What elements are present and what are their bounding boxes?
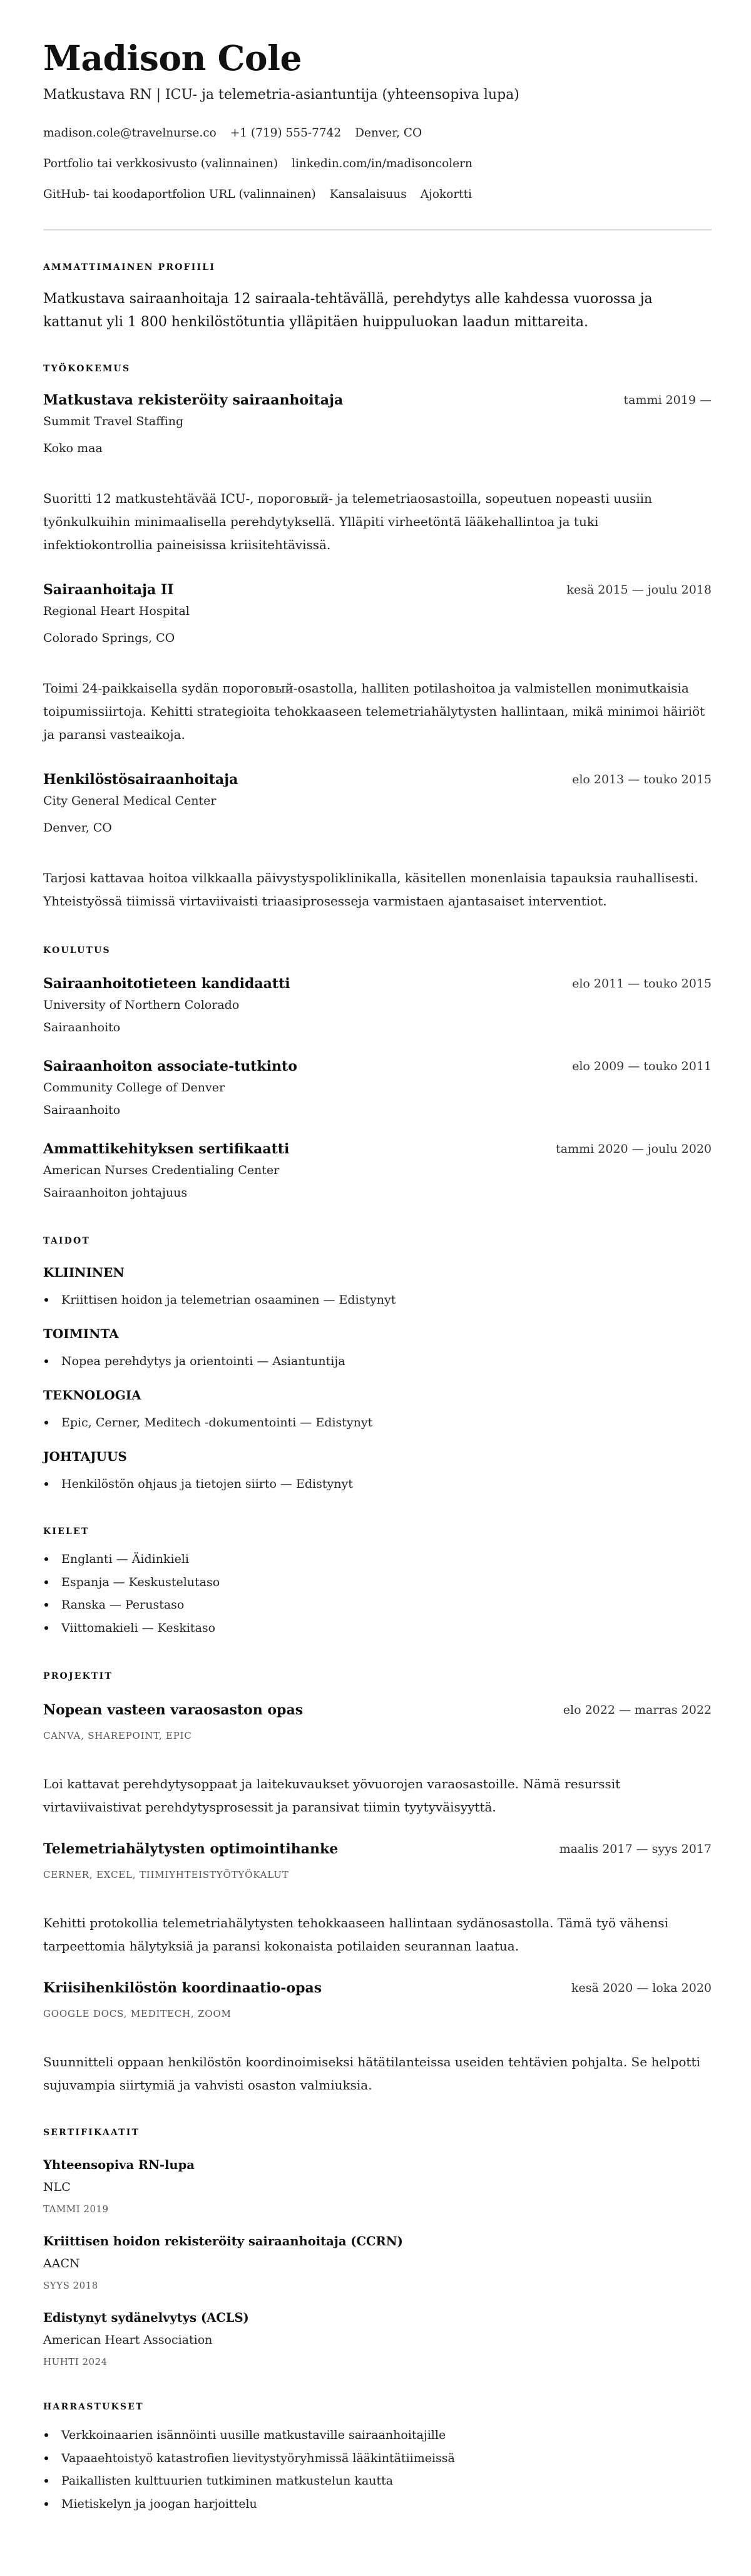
entry-header [43, 1840, 712, 1858]
education-entry [43, 1057, 712, 1119]
project-entry [43, 1979, 712, 2097]
entry-dates: elo 2013 — touko 2015 [572, 773, 712, 786]
entry-title: Sairaanhoiton associate-tutkinto [43, 1058, 297, 1074]
field-of-study: Sairaanhoito [43, 1021, 121, 1034]
headline: Matkustava RN | ICU- ja telemetria-asiantuntija (yhteensopiva lupa) [43, 87, 519, 103]
section-heading: PROJEKTIT [43, 1671, 113, 1681]
skill-list [43, 1475, 712, 1493]
education-entry [43, 974, 712, 1036]
school-name: American Nurses Credentialing Center [43, 1163, 280, 1177]
header-divider [43, 229, 712, 230]
contact-row [43, 155, 712, 173]
project-tech: CANVA, SHAREPOINT, EPIC [43, 1730, 192, 1741]
entry-title: Telemetriahälytysten optimointihanke [43, 1841, 339, 1857]
company-name: Summit Travel Staffing [43, 415, 184, 428]
entry-title: Ammattikehityksen sertifikaatti [43, 1141, 290, 1157]
location: Denver, CO [355, 126, 422, 140]
entry-header [43, 1701, 712, 1719]
section-heading: KOULUTUS [43, 945, 111, 956]
section-heading: TYÖKOKEMUS [43, 364, 131, 374]
skill-item: Kriittisen hoidon ja telemetrian osaaminen — Edistynyt [43, 1291, 712, 1309]
skill-list [43, 1352, 712, 1370]
job-description: Tarjosi kattavaa hoitoa vilkkaalla päivystyspoliklinikalla, käsitellen monenlaisia tapauksia rauhallisesti. Yhteistyössä tiimissä virtaviivaisti triaasiprosesseja varmistaen ajantasaiset interventiot. [43, 870, 698, 909]
profile-section [43, 261, 712, 334]
certification-date: SYYS 2018 [43, 2280, 98, 2291]
field-of-study: Sairaanhoiton johtajuus [43, 1186, 188, 1200]
language-item: Viittomakieli — Keskitaso [43, 1617, 712, 1640]
entry-header [43, 580, 712, 599]
entry-title: Henkilöstösairaanhoitaja [43, 771, 238, 788]
experience-entry [43, 770, 712, 913]
drivers-license: Ajokortti [420, 188, 472, 201]
company-name: City General Medical Center [43, 794, 217, 808]
entry-title: Sairaanhoitotieteen kandidaatti [43, 976, 290, 992]
entry-header [43, 1140, 712, 1158]
education-section [43, 944, 712, 1202]
certification-date: TAMMI 2019 [43, 2203, 109, 2215]
entry-header [43, 1979, 712, 1997]
hobby-item: Vapaaehtoistyö katastrofien lievitystyöryhmissä lääkintätiimeissä [43, 2447, 712, 2470]
entry-dates: tammi 2019 — [623, 393, 712, 407]
entry-dates: elo 2011 — touko 2015 [572, 977, 712, 991]
certification-title: Yhteensopiva RN-lupa [43, 2158, 195, 2172]
job-description: Toimi 24-paikkaisella sydän пороговый-osastolla, halliten potilashoitoa ja valmistellen monimutkaisia toipumissiirtoja. Kehitti strategioita tehokkaaseen telemetriahälytysten hallintaan, mikä minimoi häiriöt ja paransi vasteaikoja. [43, 681, 705, 742]
certification-title: Kriittisen hoidon rekisteröity sairaanhoitaja (CCRN) [43, 2234, 403, 2249]
project-tech: GOOGLE DOCS, MEDITECH, ZOOM [43, 2008, 232, 2019]
section-heading: SERTIFIKAATIT [43, 2128, 140, 2138]
school-name: University of Northern Colorado [43, 998, 240, 1012]
entry-dates: elo 2009 — touko 2011 [572, 1059, 712, 1073]
candidate-name: Madison Cole [43, 38, 302, 78]
certification-entry [43, 2156, 712, 2217]
job-location: Koko maa [43, 441, 103, 455]
certification-entry [43, 2309, 712, 2369]
skill-item: Nopea perehdytys ja orientointi — Asiantuntija [43, 1352, 712, 1370]
hobby-item: Verkkoinaarien isännöinti uusille matkustaville sairaanhoitajille [43, 2424, 712, 2447]
entry-header [43, 391, 712, 410]
certification-issuer: American Heart Association [43, 2333, 213, 2347]
language-item: Ranska — Perustaso [43, 1594, 712, 1617]
skills-section [43, 1235, 712, 1493]
entry-title: Nopean vasteen varaosaston opas [43, 1702, 304, 1718]
portfolio-link[interactable]: Portfolio tai verkkosivusto (valinnainen) [43, 157, 278, 170]
skill-group-heading: TEKNOLOGIA [43, 1388, 141, 1403]
language-item: Englanti — Äidinkieli [43, 1548, 712, 1571]
skill-group-heading: TOIMINTA [43, 1326, 119, 1341]
profile-summary: Matkustava sairaanhoitaja 12 sairaala-tehtävällä, perehdytys alle kahdessa vuorossa ja kattanut yli 1 800 henkilöstötuntia ylläpitäen huippuluokan laadun mittareita. [43, 291, 653, 330]
citizenship: Kansalaisuus [329, 188, 407, 201]
projects-section [43, 1670, 712, 2097]
certification-issuer: NLC [43, 2180, 71, 2194]
project-description: Suunnitteli oppaan henkilöstön koordinoimiseksi hätätilanteissa useiden tehtävien pohjalta. Se helpotti sujuvampia siirtymiä ja vahvisti osaston valmiuksia. [43, 2054, 700, 2093]
project-description: Kehitti protokollia telemetriahälytysten tehokkaaseen hallintaan sydänosastolla. Tämä työ vähensi tarpeettomia hälytyksiä ja paransi kokonaista potilaiden seurannan laatua. [43, 1915, 668, 1954]
section-heading: AMMATTIMAINEN PROFIILI [43, 262, 216, 272]
entry-header [43, 770, 712, 789]
certification-issuer: AACN [43, 2257, 80, 2270]
project-entry [43, 1701, 712, 1819]
entry-title: Sairaanhoitaja II [43, 582, 174, 598]
email-link[interactable]: madison.cole@travelnurse.co [43, 126, 217, 140]
experience-entry [43, 580, 712, 746]
skill-group-heading: JOHTAJUUS [43, 1449, 127, 1464]
project-description: Loi kattavat perehdytysoppaat ja laitekuvaukset yövuorojen varaosastoille. Nämä resurssit virtaviivaistivat perehdytysprosessit ja paransivat tiimin tyytyväisyyttä. [43, 1776, 621, 1815]
job-location: Colorado Springs, CO [43, 631, 175, 645]
entry-title: Matkustava rekisteröity sairaanhoitaja [43, 392, 344, 408]
entry-dates: elo 2022 — marras 2022 [563, 1703, 712, 1717]
field-of-study: Sairaanhoito [43, 1103, 121, 1117]
skill-item: Epic, Cerner, Meditech -dokumentointi — Edistynyt [43, 1414, 712, 1431]
company-name: Regional Heart Hospital [43, 604, 190, 618]
languages-section [43, 1525, 712, 1639]
job-description: Suoritti 12 matkustehtävää ICU-, пороговый- ja telemetriaosastoilla, sopeutuen nopeasti uusiin työnkulkuihin minimaalisella perehdytyksellä. Ylläpiti virheetöntä lääkehallintoa ja tuki infektiokontrollia paineisissa kriisitehtävissä. [43, 491, 652, 552]
job-location: Denver, CO [43, 821, 112, 835]
entry-header [43, 974, 712, 993]
entry-title: Kriisihenkilöstön koordinaatio-opas [43, 1980, 322, 1996]
hobbies-section [43, 2401, 712, 2515]
experience-section [43, 363, 712, 913]
skill-list [43, 1414, 712, 1431]
certification-date: HUHTI 2024 [43, 2356, 108, 2367]
school-name: Community College of Denver [43, 1081, 225, 1095]
github-link[interactable]: GitHub- tai koodaportfolion URL (valinnainen) [43, 188, 316, 201]
hobby-item: Mietiskelyn ja joogan harjoittelu [43, 2493, 712, 2516]
experience-entry [43, 391, 712, 557]
entry-dates: maalis 2017 — syys 2017 [559, 1842, 712, 1856]
entry-dates: kesä 2020 — loka 2020 [571, 1981, 712, 1995]
certifications-section [43, 2126, 712, 2369]
certification-title: Edistynyt sydänelvytys (ACLS) [43, 2311, 249, 2325]
section-heading: HARRASTUKSET [43, 2402, 144, 2412]
contact-row [43, 185, 712, 204]
project-entry [43, 1840, 712, 1958]
certification-entry [43, 2233, 712, 2293]
education-entry [43, 1140, 712, 1202]
phone: +1 (719) 555-7742 [230, 126, 342, 140]
project-tech: CERNER, EXCEL, TIIMIYHTEISTYÖTYÖKALUT [43, 1869, 289, 1880]
language-item: Espanja — Keskustelutaso [43, 1571, 712, 1594]
section-heading: TAIDOT [43, 1236, 91, 1246]
linkedin-link[interactable]: linkedin.com/in/madisoncolern [292, 157, 473, 170]
skill-group-heading: KLIININEN [43, 1265, 125, 1280]
entry-dates: kesä 2015 — joulu 2018 [566, 583, 712, 597]
entry-header [43, 1057, 712, 1076]
skill-list [43, 1291, 712, 1309]
section-heading: KIELET [43, 1527, 89, 1537]
hobby-item: Paikallisten kulttuurien tutkiminen matkustelun kautta [43, 2470, 712, 2493]
contact-row [43, 124, 712, 143]
entry-dates: tammi 2020 — joulu 2020 [556, 1142, 712, 1156]
skill-item: Henkilöstön ohjaus ja tietojen siirto — Edistynyt [43, 1475, 712, 1493]
